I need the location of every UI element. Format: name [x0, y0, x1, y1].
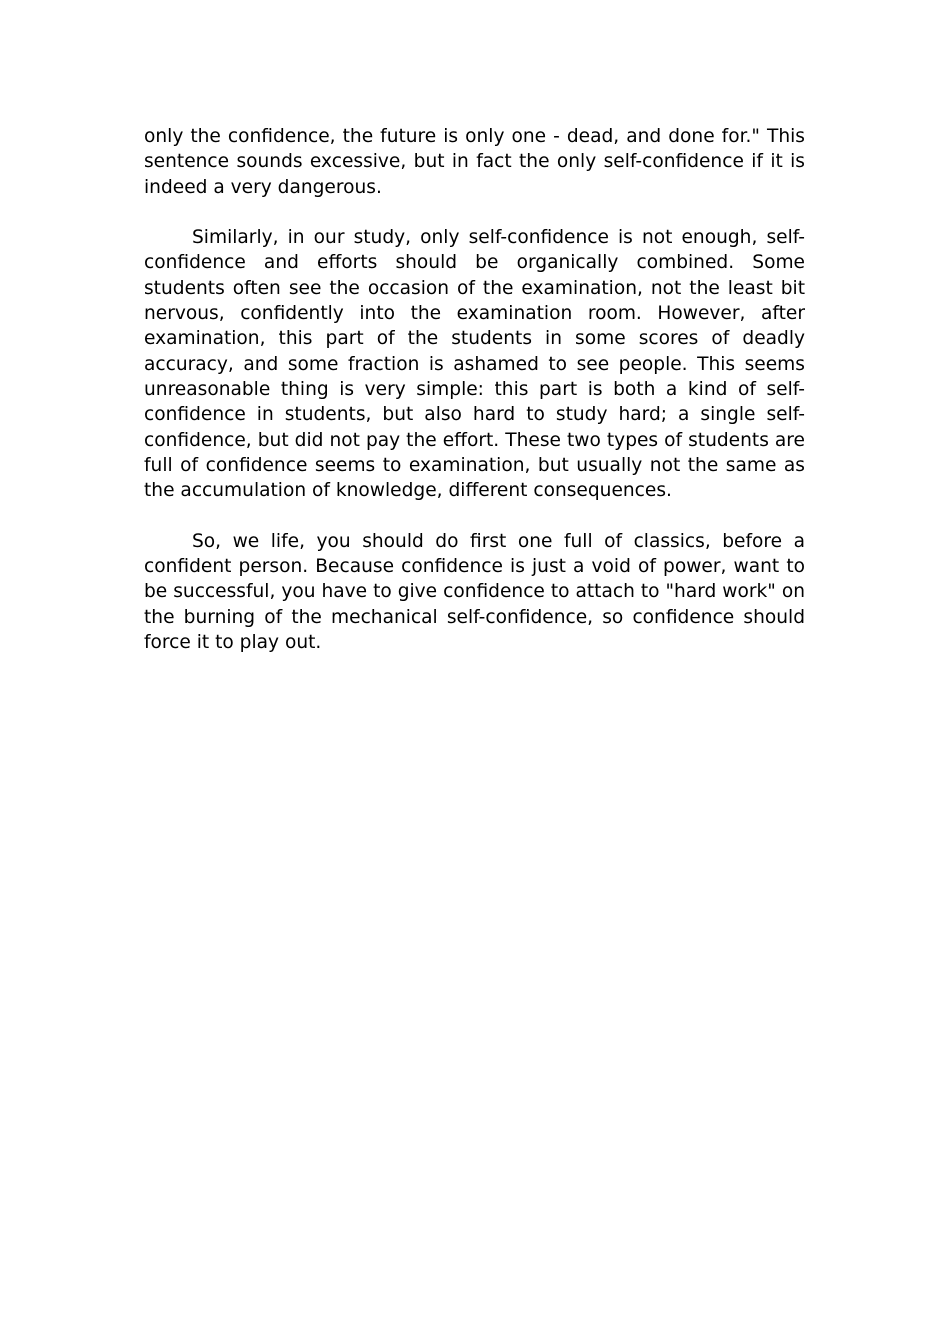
paragraph-2: Similarly, in our study, only self-confidence is not enough, self-confidence and efforts should be organically combined. Some students often see the occasion of the examination, not the least bit nervous, confidently into the examination room. However, after examination, this part of the students in some scores of deadly accuracy, and some fraction is ashamed to see people. This seems unreasonable thing is very simple: this part is both a kind of self-confidence in students, but also hard to study hard; a single self-confidence, but did not pay the effort. These two types of students are full of confidence seems to examination, but usually not the same as the accumulation of knowledge, different consequences.: [144, 227, 805, 502]
body-text: [144, 124, 805, 681]
paragraph-1: only the confidence, the future is only one - dead, and done for." This sentence sounds excessive, but in fact the only self-confidence if it is indeed a very dangerous.: [144, 126, 805, 198]
paragraph-3: So, we life, you should do first one full of classics, before a confident person. Because confidence is just a void of power, want to be successful, you have to give confidence to attach to "hard work" on the burning of the mechanical self-confidence, so confidence should force it to play out.: [144, 530, 805, 653]
